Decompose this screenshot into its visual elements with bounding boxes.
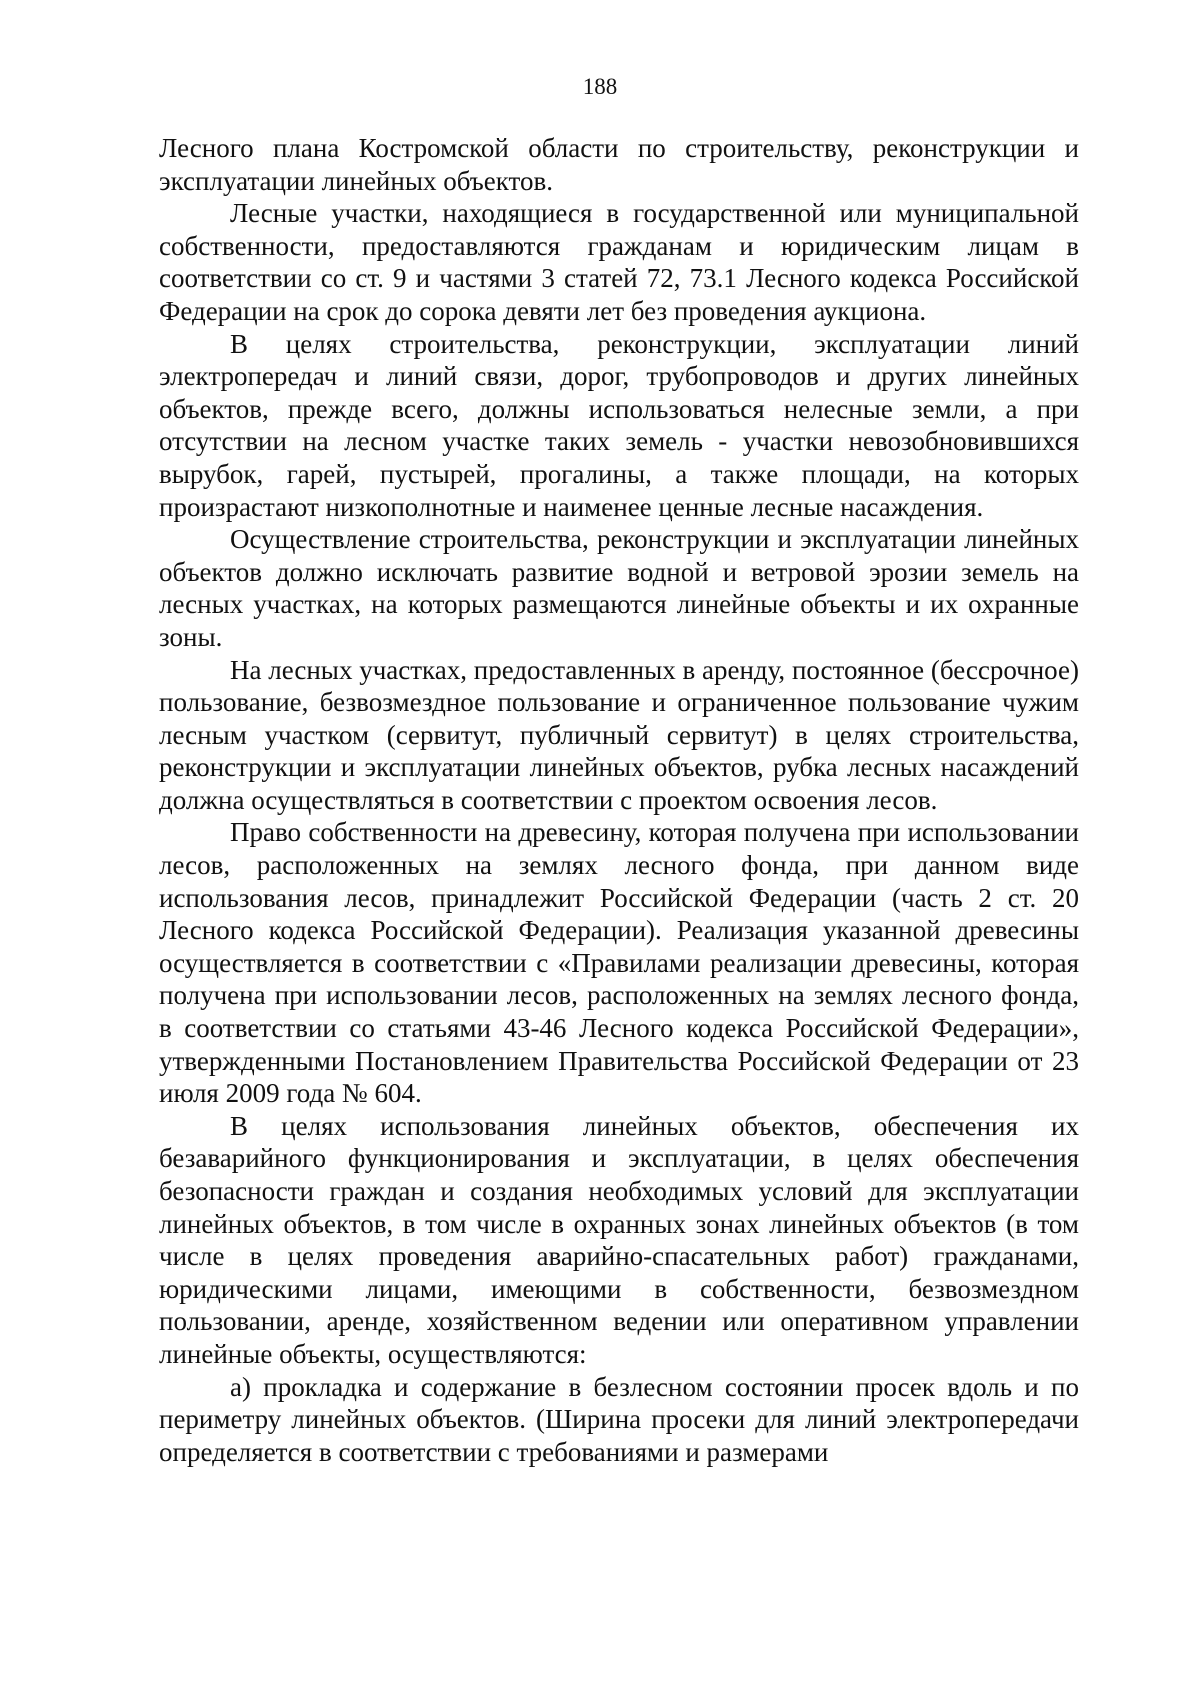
paragraph-erosion-prevention: Осуществление строительства, реконструкции и эксплуатации линейных объектов должно исключать развитие водной и ветровой эрозии земель на лесных участках, на которых размещаются линейные объекты и их охранные зоны. <box>159 524 1079 652</box>
paragraph-linear-objects-use: В целях использования линейных объектов, обеспечения их безаварийного функционирования и эксплуатации, в целях обеспечения безопасности граждан и создания необходимых условий для эксплуатации линейных объектов, в том числе в охранных зонах линейных объектов (в том числе в целях проведения аварийно-спасательных работ) гражданами, юридическими лицами, имеющими в собственности, безвозмездном пользовании, аренде, хозяйственном ведении или оперативном управлении линейные объекты, осуществляются: <box>159 1110 1079 1369</box>
paragraph-timber-ownership: Право собственности на древесину, которая получена при использовании лесов, расположенных на землях лесного фонда, при данном виде использования лесов, принадлежит Российской Федерации (часть 2 ст. 20 Лесного кодекса Российской Федерации). Реализация указанной древесины осуществляется в соответствии с «Правилами реализации древесины, которая получена при использовании лесов, расположенных на землях лесного фонда, в соответствии со статьями 43-46 Лесного кодекса Российской Федерации», утвержденными Постановлением Правительства Российской Федерации от 23 июля 2009 года № 604. <box>159 817 1079 1109</box>
paragraph-forest-plots-provision: Лесные участки, находящиеся в государственной или муниципальной собственности, предоставляются гражданам и юридическим лицам в соответствии со ст. 9 и частями 3 статей 72, 73.1 Лесного кодекса Российской Федерации на срок до сорока девяти лет без проведения аукциона. <box>159 198 1079 326</box>
paragraph-clearing-maintenance: а) прокладка и содержание в безлесном состоянии просек вдоль и по периметру линейных объектов. (Ширина просеки для линий электропередачи определяется в соответствии с требованиями и размерами <box>159 1371 1079 1467</box>
page-number: 188 <box>582 74 618 99</box>
paragraph-non-forest-lands: В целях строительства, реконструкции, эксплуатации линий электропередач и линий связи, дорог, трубопроводов и других линейных объектов, прежде всего, должны использоваться нелесные земли, а при отсутствии на лесном участке таких земель - участки невозобновившихся вырубок, гарей, пустырей, прогалины, а также площади, на которых произрастают низкополнотные и наименее ценные лесные насаждения. <box>159 328 1079 522</box>
paragraph-continuation: Лесного плана Костромской области по строительству, реконструкции и эксплуатации линейных объектов. <box>159 133 1079 196</box>
document-body <box>159 132 1079 1468</box>
paragraph-felling-in-leased-plots: На лесных участках, предоставленных в аренду, постоянное (бессрочное) пользование, безвозмездное пользование и ограниченное пользование чужим лесным участком (сервитут, публичный сервитут) в целях строительства, реконструкции и эксплуатации линейных объектов, рубка лесных насаждений должна осуществляться в соответствии с проектом освоения лесов. <box>159 654 1079 815</box>
